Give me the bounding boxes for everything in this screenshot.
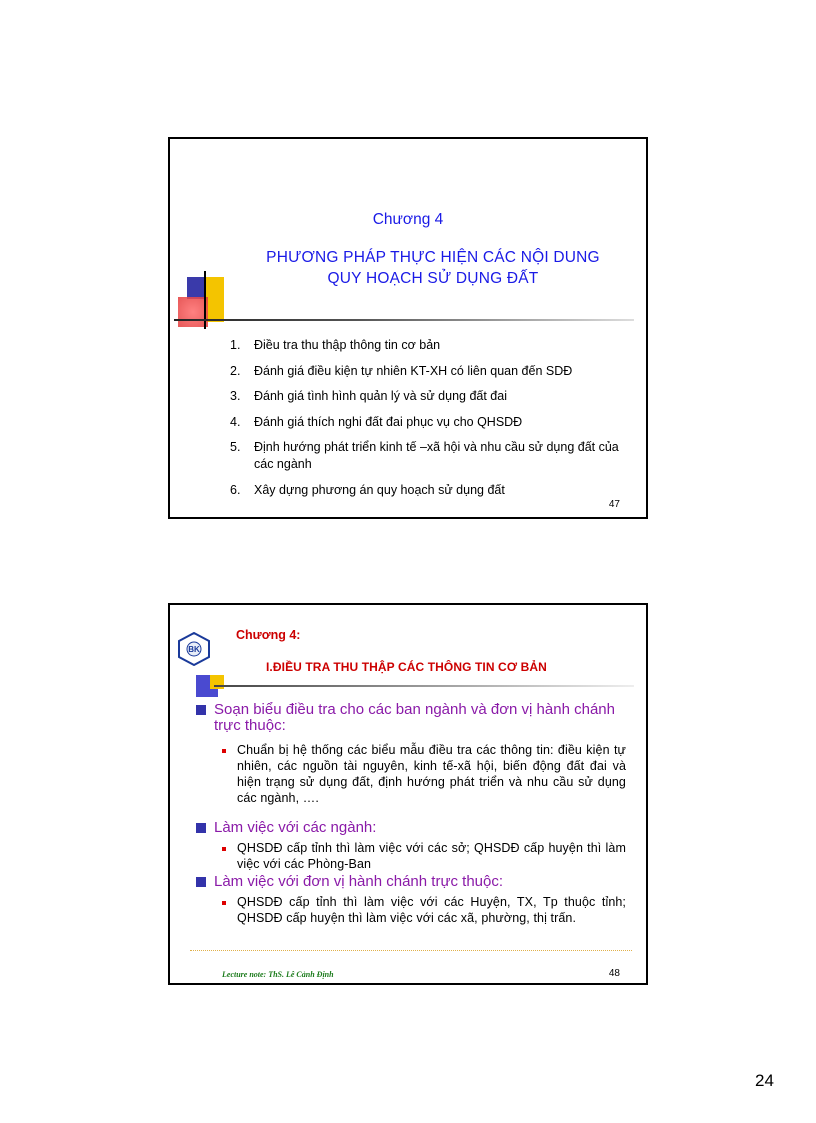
small-bullet-icon — [222, 749, 226, 753]
list-item — [230, 337, 630, 354]
list-item-number: 3. — [230, 389, 241, 403]
sub-bullet-text: QHSDĐ cấp tỉnh thì làm việc với các sở; QHSDĐ cấp huyện thì làm việc với các Phòng-Ban — [237, 841, 626, 871]
bullet-item — [194, 874, 626, 890]
list-item-text: Xây dựng phương án quy hoạch sử dụng đất — [254, 482, 505, 497]
slide-47 — [168, 137, 648, 519]
list-item-number: 2. — [230, 363, 241, 378]
deco-horizontal-line — [214, 685, 634, 687]
deco-horizontal-line — [174, 319, 634, 321]
list-item-text: Định hướng phát triển kinh tế –xã hội và nhu cầu sử dụng đất của các ngành — [254, 440, 619, 471]
deco-yellow-square — [206, 277, 224, 322]
list-item-text: Đánh giá tình hình quản lý và sử dụng đất đai — [254, 389, 507, 403]
bullet-item — [194, 702, 626, 734]
slide-page-number: 47 — [608, 499, 620, 510]
list-item-number: 6. — [230, 482, 241, 497]
list-item-text: Đánh giá thích nghi đất đai phục vụ cho QHSDĐ — [254, 414, 523, 429]
lecture-note: Lecture note: ThS. Lê Cảnh Định — [222, 970, 334, 979]
list-item-number: 1. — [230, 338, 241, 352]
list-item — [230, 363, 630, 380]
svg-text:BK: BK — [188, 645, 200, 654]
university-logo — [178, 632, 210, 666]
section-heading: I.ĐIỀU TRA THU THẬP CÁC THÔNG TIN CƠ BẢN — [266, 660, 547, 674]
slide-page-number: 48 — [608, 968, 620, 979]
list-item — [230, 439, 630, 473]
square-bullet-icon — [196, 877, 206, 887]
sub-bullet-item — [218, 840, 626, 872]
chapter-title: Chương 4 — [372, 211, 444, 228]
slide-title-line1: PHƯƠNG PHÁP THỰC HIỆN CÁC NỘI DUNG — [266, 249, 600, 266]
slide-title — [240, 247, 626, 289]
sub-bullet-text: Chuẩn bị hệ thống các biểu mẫu điều tra các thông tin: điều kiện tự nhiên, các nguồn tài nguyên, kinh tế-xã hội, biến động đất đai và hiện trạng sử dụng đất, định hướng phát triển và nhu cầu sử dụng các ngành, …. — [237, 743, 626, 805]
bullet-text: Soạn biểu điều tra cho các ban ngành và đơn vị hành chánh trực thuộc: — [214, 701, 615, 734]
small-bullet-icon — [222, 847, 226, 851]
footer-divider — [190, 950, 632, 951]
slide-content — [194, 702, 626, 926]
list-item — [230, 388, 630, 405]
sub-bullet-item — [218, 742, 626, 806]
chapter-title: Chương 4: — [236, 628, 301, 642]
list-item — [230, 482, 630, 499]
square-bullet-icon — [196, 705, 206, 715]
bullet-text: Làm việc với đơn vị hành chánh trực thuộc: — [214, 873, 504, 890]
bullet-text: Làm việc với các ngành: — [214, 819, 377, 836]
square-bullet-icon — [196, 823, 206, 833]
list-item-number: 5. — [230, 440, 241, 454]
list-item-text: Điều tra thu thập thông tin cơ bản — [254, 338, 441, 352]
small-bullet-icon — [222, 901, 226, 905]
slide-title-line2: QUY HOẠCH SỬ DỤNG ĐẤT — [327, 270, 539, 287]
bullet-item — [194, 820, 626, 836]
sub-bullet-text: QHSDĐ cấp tỉnh thì làm việc với các Huyện, TX, Tp thuộc tỉnh; QHSDĐ cấp huyện thì làm việc với các xã, phường, thị trấn. — [237, 895, 626, 925]
sub-bullet-item — [218, 894, 626, 926]
list-item-text: Đánh giá điều kiện tự nhiên KT-XH có liên quan đến SDĐ — [254, 363, 573, 378]
topic-list — [230, 337, 630, 507]
list-item — [230, 414, 630, 431]
slide-48 — [168, 603, 648, 985]
list-item-number: 4. — [230, 414, 241, 429]
page-number: 24 — [755, 1071, 774, 1090]
